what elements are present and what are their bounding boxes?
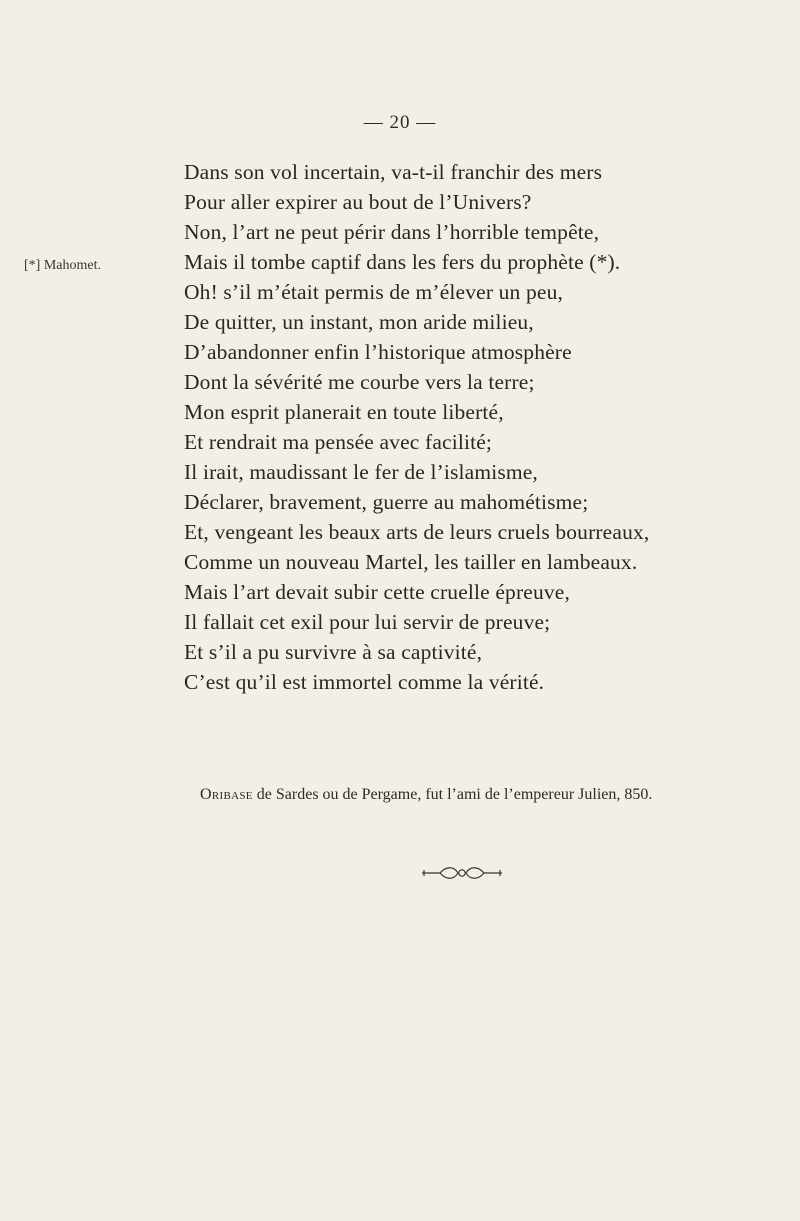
poem-line: Mais l’art devait subir cette cruelle épreuve, xyxy=(184,580,570,604)
footnote-text: de Sardes ou de Pergame, fut l’ami de l’empereur Julien, 850. xyxy=(252,786,653,803)
poem-line: De quitter, un instant, mon aride milieu, xyxy=(184,310,534,334)
poem-line: Mon esprit planerait en toute liberté, xyxy=(184,400,504,424)
poem-line: Dans son vol incertain, va-t-il franchir des mers xyxy=(184,160,603,184)
poem-block xyxy=(184,157,784,697)
poem-line: Comme un nouveau Martel, les tailler en lambeaux. xyxy=(184,550,638,574)
poem-line: Il irait, maudissant le fer de l’islamisme, xyxy=(184,460,538,484)
poem-line: Et s’il a pu survivre à sa captivité, xyxy=(184,640,483,664)
poem-line: Déclarer, bravement, guerre au mahométisme; xyxy=(184,490,589,514)
poem-line: Non, l’art ne peut périr dans l’horrible tempête, xyxy=(184,220,600,244)
poem-line: Mais il tombe captif dans les fers du prophète (*). xyxy=(184,250,621,274)
poem-line: D’abandonner enfin l’historique atmosphère xyxy=(184,340,572,364)
poem-line: Oh! s’il m’était permis de m’élever un peu, xyxy=(184,280,563,304)
page-number: — 20 — xyxy=(363,112,437,133)
poem-line: Il fallait cet exil pour lui servir de preuve; xyxy=(184,610,551,634)
poem-line: Pour aller expirer au bout de l’Univers? xyxy=(184,190,532,214)
footnote-name: Oribase xyxy=(200,786,253,803)
poem-line: Et rendrait ma pensée avec facilité; xyxy=(184,430,493,454)
decorative-vignette-icon xyxy=(420,864,504,882)
poem-line: Dont la sévérité me courbe vers la terre; xyxy=(184,370,535,394)
poem-line: C’est qu’il est immortel comme la vérité. xyxy=(184,670,545,694)
margin-note: [*] Mahomet. xyxy=(24,258,101,273)
poem-line: Et, vengeant les beaux arts de leurs cruels bourreaux, xyxy=(184,520,650,544)
footnote xyxy=(200,784,652,806)
